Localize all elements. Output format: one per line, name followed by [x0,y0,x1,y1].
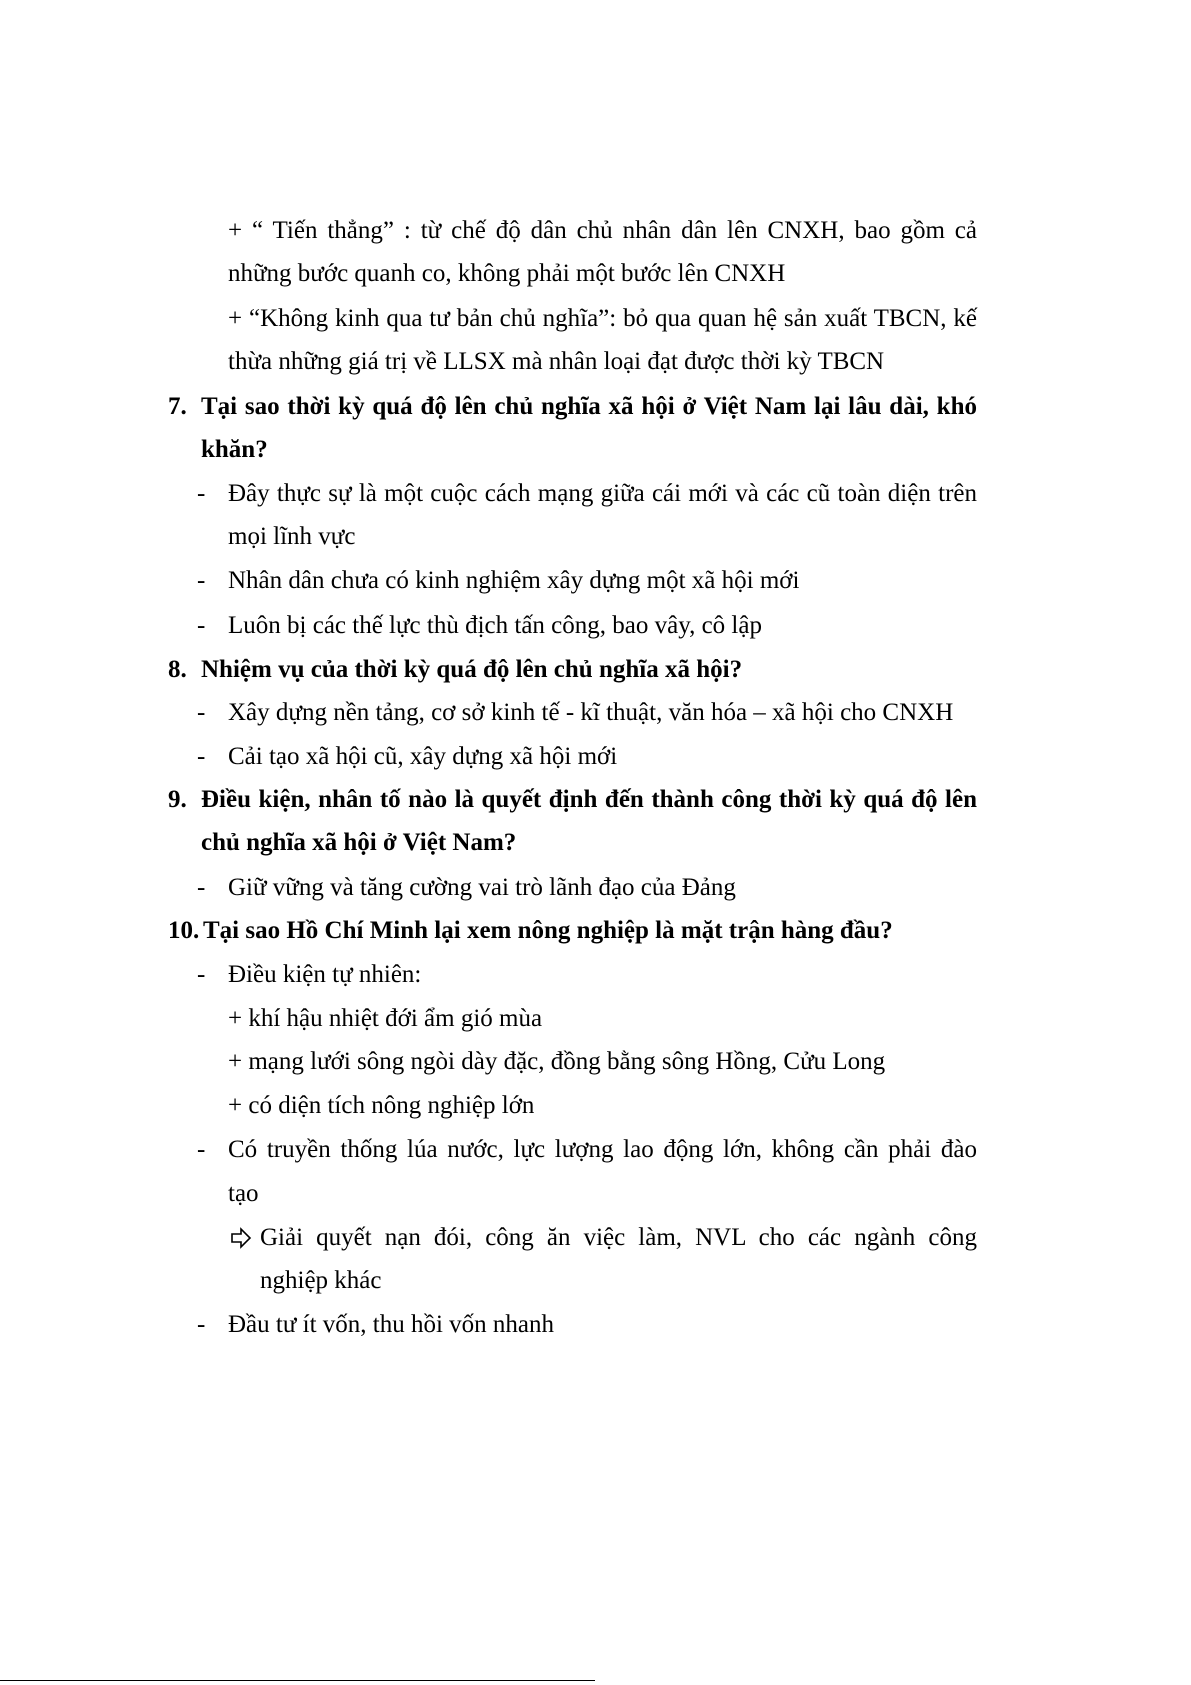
footer-rule [0,1680,595,1681]
intro-point-1-line-2: những bước quanh co, không phải một bước lên CNXH [228,260,786,287]
question-9-title-line-1: Điều kiện, nhân tố nào là quyết định đến thành công thời kỳ quá độ lên [201,786,977,813]
bullet-dash: - [197,567,206,594]
question-9-number: 9. [168,786,187,813]
question-8-number: 8. [168,656,187,683]
question-10-subpoint-3: + có diện tích nông nghiệp lớn [228,1092,535,1119]
question-10-answer-2-line-2: tạo [228,1180,259,1207]
question-7-number: 7. [168,393,187,420]
bullet-dash: - [197,743,206,770]
question-7-title-line-2: khăn? [201,436,268,463]
question-10-number: 10. [168,917,200,944]
bullet-dash: - [197,874,206,901]
question-7-title-line-1: Tại sao thời kỳ quá độ lên chủ nghĩa xã hội ở Việt Nam lại lâu dài, khó [201,393,977,420]
bullet-dash: - [197,699,206,726]
question-10-conclusion-line-1: Giải quyết nạn đói, công ăn việc làm, NVL cho các ngành công [260,1224,977,1251]
question-10-answer-1: Điều kiện tự nhiên: [228,961,422,988]
question-10-conclusion-line-2: nghiệp khác [260,1267,382,1294]
question-7-answer-1-line-2: mọi lĩnh vực [228,523,356,550]
question-8-answer-1: Xây dựng nền tảng, cơ sở kinh tế - kĩ thuật, văn hóa – xã hội cho CNXH [228,699,954,726]
question-9-answer-1: Giữ vững và tăng cường vai trò lãnh đạo của Đảng [228,874,736,901]
bullet-dash: - [197,480,206,507]
question-7-answer-3: Luôn bị các thế lực thù địch tấn công, bao vây, cô lập [228,612,762,639]
bullet-dash: - [197,1311,206,1338]
intro-point-2-line-2: thừa những giá trị về LLSX mà nhân loại đạt được thời kỳ TBCN [228,348,885,375]
right-arrow-outline-icon [230,1223,252,1253]
intro-point-2-line-1: + “Không kinh qua tư bản chủ nghĩa”: bỏ qua quan hệ sản xuất TBCN, kế [228,305,977,332]
question-8-title: Nhiệm vụ của thời kỳ quá độ lên chủ nghĩa xã hội? [201,656,743,683]
bullet-dash: - [197,961,206,988]
question-10-title: Tại sao Hồ Chí Minh lại xem nông nghiệp là mặt trận hàng đầu? [203,917,893,944]
question-7-answer-2: Nhân dân chưa có kinh nghiệm xây dựng một xã hội mới [228,567,800,594]
bullet-dash: - [197,1136,206,1163]
question-10-answer-2-line-1: Có truyền thống lúa nước, lực lượng lao động lớn, không cần phải đào [228,1136,977,1163]
question-7-answer-1-line-1: Đây thực sự là một cuộc cách mạng giữa cái mới và các cũ toàn diện trên [228,480,977,507]
question-8-answer-2: Cải tạo xã hội cũ, xây dựng xã hội mới [228,743,618,770]
intro-point-1-line-1: + “ Tiến thẳng” : từ chế độ dân chủ nhân dân lên CNXH, bao gồm cả [228,217,977,244]
question-9-title-line-2: chủ nghĩa xã hội ở Việt Nam? [201,829,517,856]
question-10-subpoint-2: + mạng lưới sông ngòi dày đặc, đồng bằng sông Hồng, Cửu Long [228,1048,886,1075]
question-10-answer-3: Đầu tư ít vốn, thu hồi vốn nhanh [228,1311,555,1338]
question-10-subpoint-1: + khí hậu nhiệt đới ẩm gió mùa [228,1005,543,1032]
bullet-dash: - [197,612,206,639]
